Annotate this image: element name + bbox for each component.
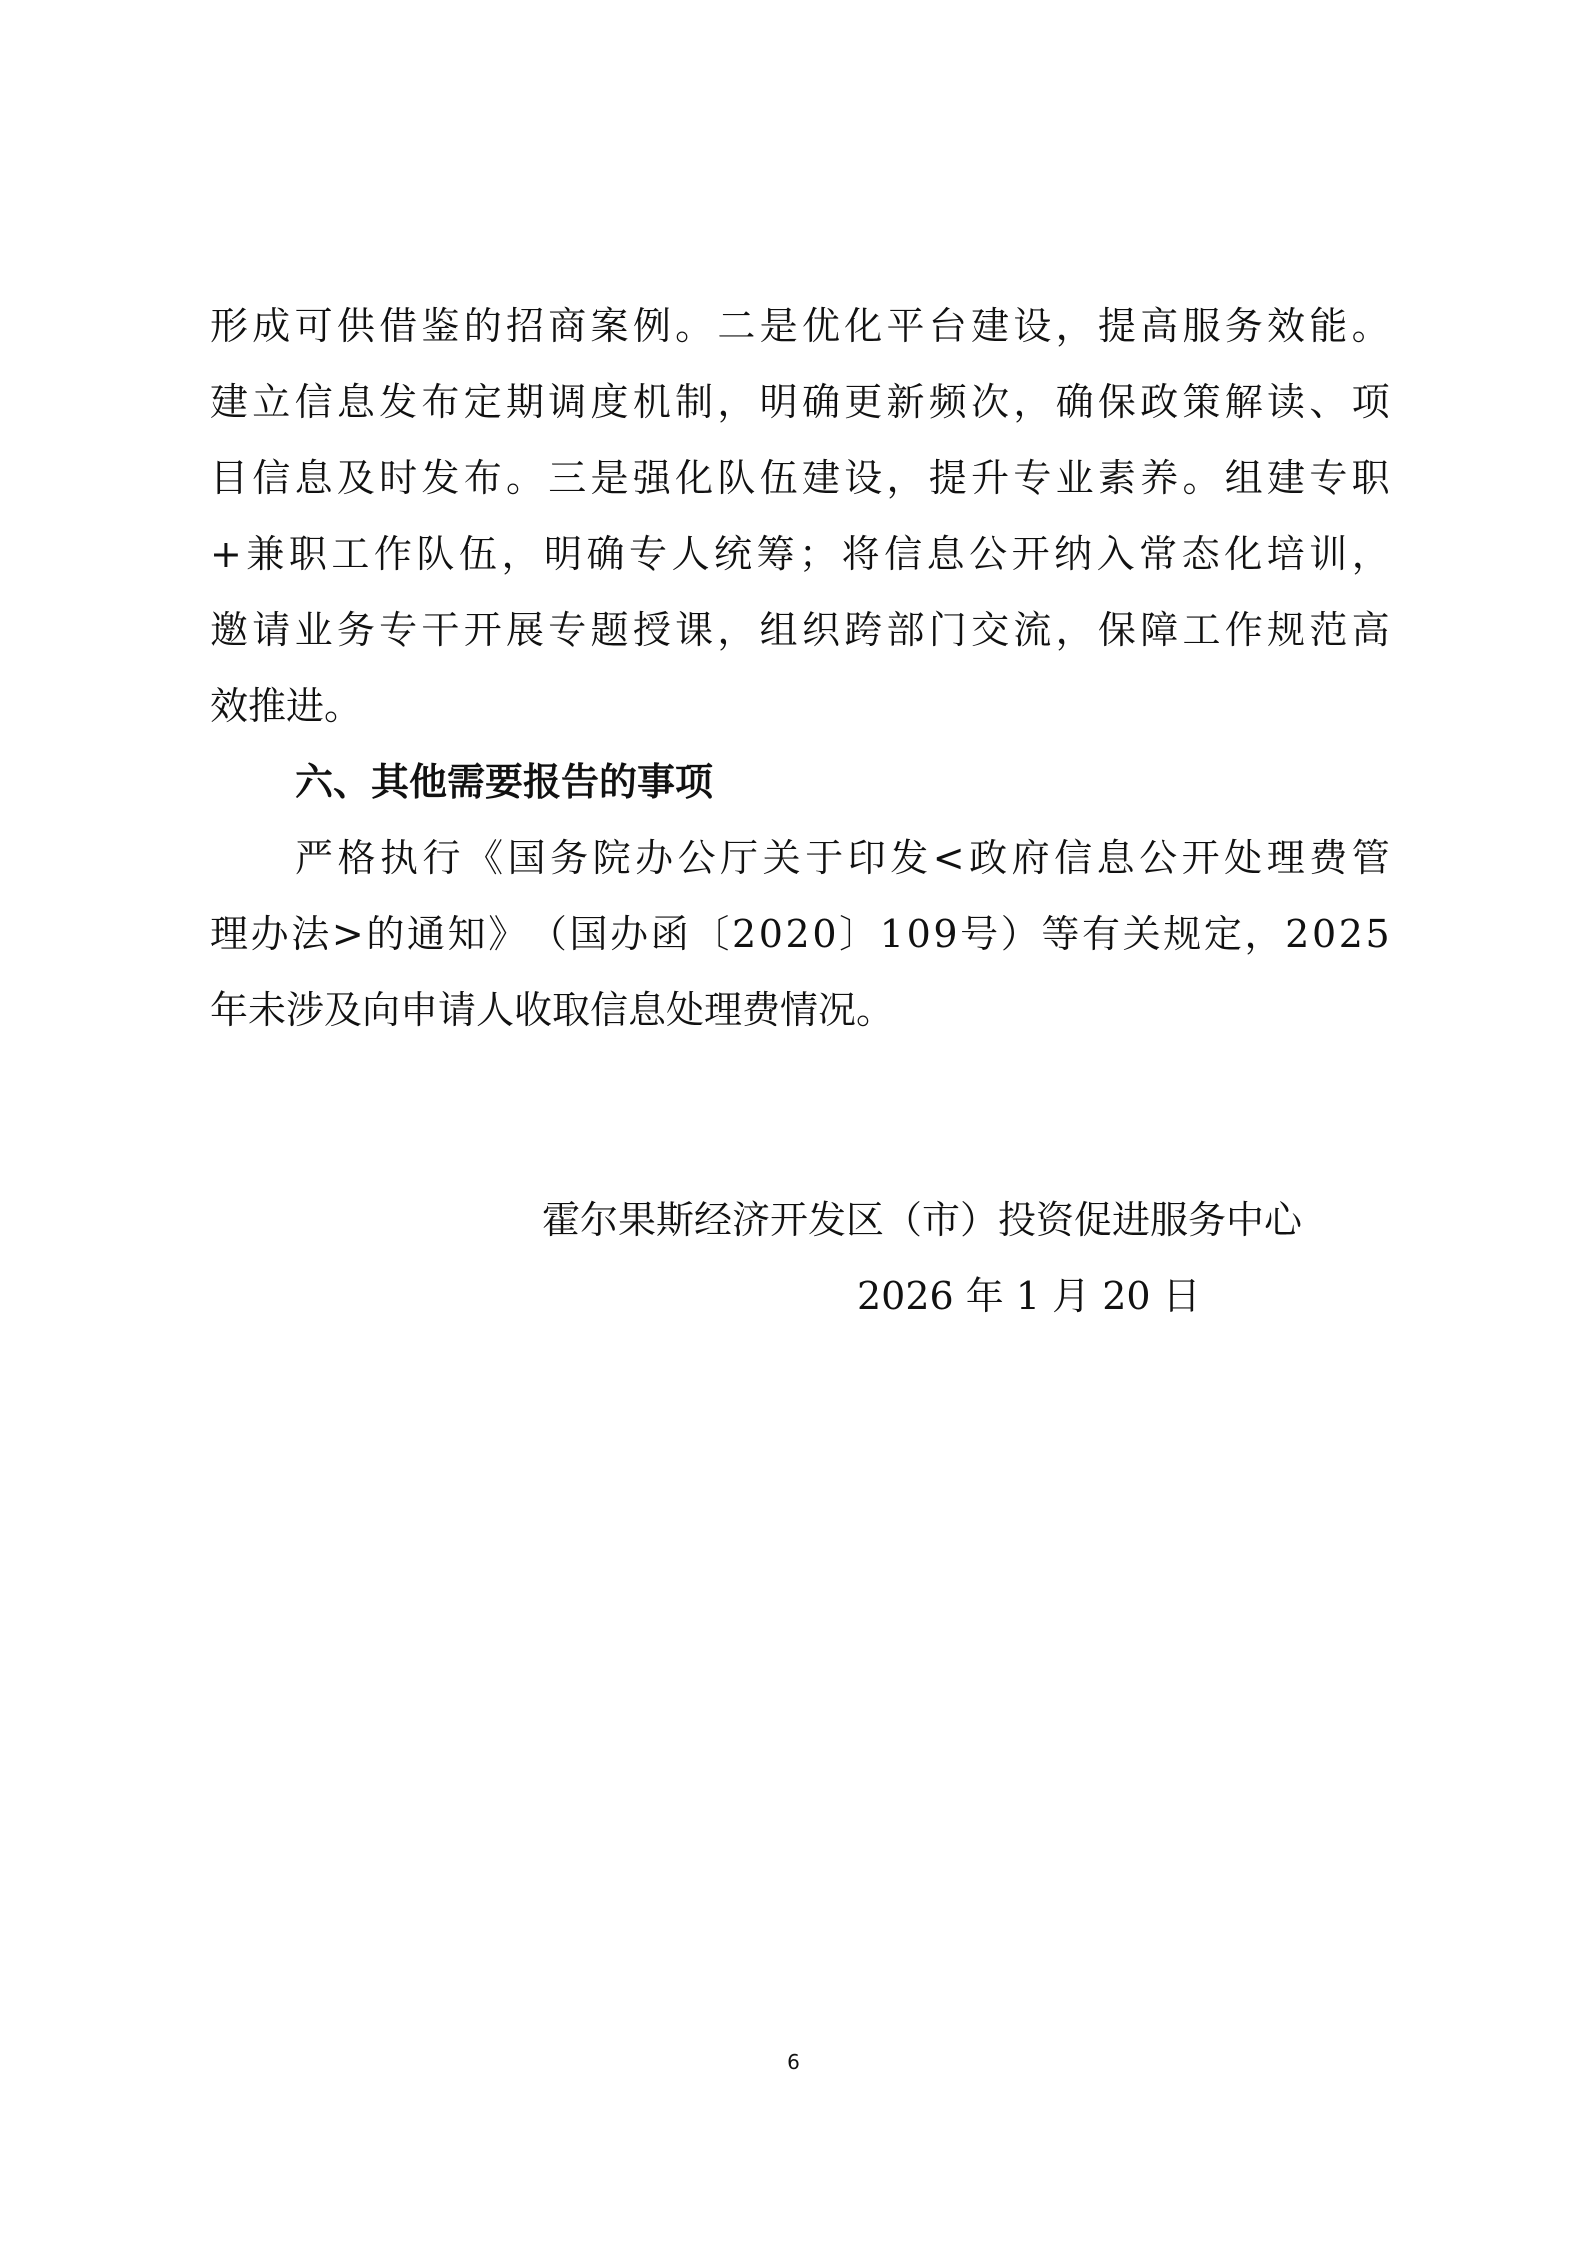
signature-date: 2026 年 1 月 20 日 (857, 1274, 1201, 1318)
signature-organization: 霍尔果斯经济开发区（市）投资促进服务中心 (542, 1198, 1303, 1242)
paragraph-line: 年未涉及向申请人收取信息处理费情况。 (210, 988, 895, 1032)
paragraph-line: 形 成 可 供 借 鉴 的 招 商 案 例 。 二 是 优 化 平 台 建 设 ， 提 高 服 务 效 能 。 (210, 304, 1390, 348)
paragraph-line: 效推进。 (210, 684, 363, 728)
paragraph-line: 邀 请 业 务 专 干 开 展 专 题 授 课 ， 组 织 跨 部 门 交 流 ， 保 障 工 作 规 范 高 (210, 608, 1390, 652)
paragraph-line: 理 办 法 > 的 通 知 》 （ 国 办 函 〔 2 0 2 0 〕 1 0 9 号 ） 等 有 关 规 定 ， 2 0 2 5 (210, 912, 1390, 956)
paragraph-line: 严 格 执 行 《 国 务 院 办 公 厅 关 于 印 发 < 政 府 信 息 公 开 处 理 费 管 (295, 836, 1390, 880)
paragraph-line: + 兼 职 工 作 队 伍 ， 明 确 专 人 统 筹 ； 将 信 息 公 开 纳 入 常 态 化 培 训 ， (210, 532, 1390, 576)
paragraph-line: 建 立 信 息 发 布 定 期 调 度 机 制 ， 明 确 更 新 频 次 ， 确 保 政 策 解 读 、 项 (210, 380, 1390, 424)
paragraph-line: 目 信 息 及 时 发 布 。 三 是 强 化 队 伍 建 设 ， 提 升 专 业 素 养 。 组 建 专 职 (210, 456, 1390, 500)
page-number: 6 (787, 2050, 800, 2074)
section-heading: 六、其他需要报告的事项 (295, 760, 714, 804)
